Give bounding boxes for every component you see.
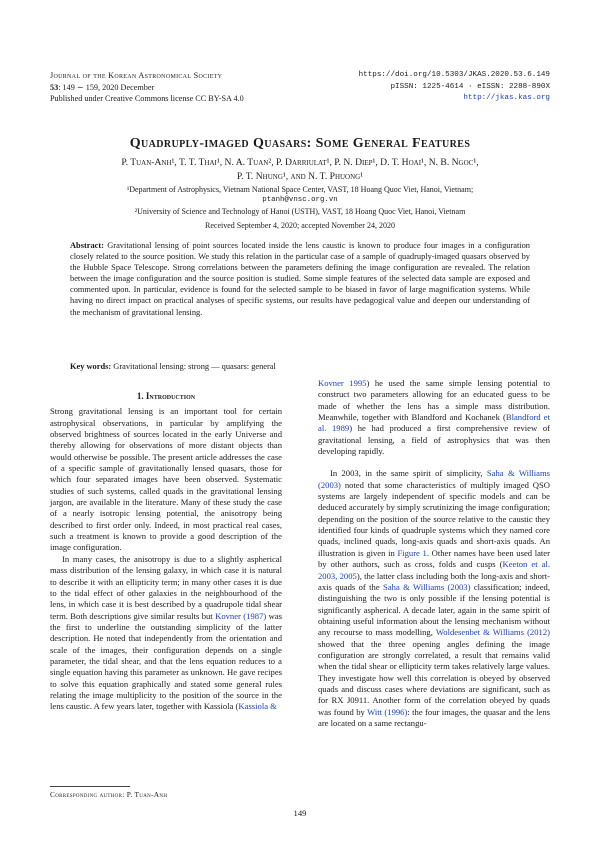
intro-paragraph-2-continued xyxy=(318,378,550,457)
author-email[interactable]: ptanh@vnsc.org.vn xyxy=(262,196,338,204)
text-span: noted that some characteristics of multiply imaged QSO systems are largely independent of specific models and can be deduced accurately by simply scrutinizing the image configuration; depending on the position of the source relative to the caustic they identified four kinds of quadruple systems which they named core quads, inclined quads, long-axis quads and short-axis quads. An illustration is given in xyxy=(318,479,550,558)
citation-saha-williams-2003-b[interactable]: Saha & Williams (2003) xyxy=(383,581,471,592)
journal-identifiers xyxy=(359,70,550,105)
intro-paragraph-3 xyxy=(318,468,550,729)
citation-blandford-1989[interactable]: Blandford et al. 1989 xyxy=(318,412,550,434)
text-span: : the four images, the quasar and the lens are located on a same rectangu- xyxy=(318,706,550,728)
keywords-text: Gravitational lensing: strong — quasars: general xyxy=(113,362,276,371)
paper-title: Quadruply-imaged Quasars: Some General Features xyxy=(129,136,471,151)
intro-paragraph-1: Strong gravitational lensing is an important tool for certain astrophysical observations, in particular by amplifying the observed brightness of sources located in the early Universe and thereby allowing for observations of more distant objects than would otherwise be possible. The present article addresses the case of a specific sample of gravitationally lensed quasars, those for which four separated images have been observed. Systematic studies of such systems, called quads in the gravitational lensing jargon, are available in the literature. Many of these study the case of a nearly isotropic lensing potential, the anisotropy being described to first order only. Indeed, in most practical real cases, such a treatment is known to provide a good description of the image configuration. xyxy=(50,406,282,553)
citation-keeton[interactable]: Keeton et al. 2003, 2005 xyxy=(318,559,551,581)
text-span: classification; indeed, distinguishing the two is only possible if the lensing potential is significantly aspherical. A decade later, again in the same spirit of obtaining useful information about the lensing mechanism without any recourse to mass modelling, xyxy=(318,581,550,638)
text-span: showed that the three opening angles defining the image configuration are strongly correlated, a result that remains valid when the tidal shear or ellipticity term takes relatively large values. They investigate how well this correlation is obeyed by observed quads and discuss cases where deviations are significant, such as for RX J0911. Another form of the correlation obeyed by quads was found by xyxy=(318,638,550,717)
figure-1-link[interactable]: Figure 1 xyxy=(397,547,427,558)
citation-witt-1996[interactable]: Witt (1996) xyxy=(367,706,408,717)
journal-name: Journal of the Korean Astronomical Society xyxy=(50,71,223,80)
text-span: ), the latter class including both the long-axis and short-axis quads of the xyxy=(318,570,551,592)
abstract-label: Abstract: xyxy=(70,241,104,250)
text-span: was the first to underline the outstanding simplicity of the latter description. He noted that independently from the orientation and scale of the images, their configuration depends on a single parameter, the tidal shear, and that the lens equation reduces to a single equation having this parameter as unknown. He gave recipes to solve this equation graphically and stated some general rules relating the image multiplicity to the position of the source in the lens caustic. A few years later, together with Kassiola ( xyxy=(50,610,282,712)
intro-paragraph-2 xyxy=(50,554,282,713)
keywords xyxy=(70,362,530,371)
text-span: . Other names have been used later by other authors, such as cross, folds and cusps ( xyxy=(318,547,550,570)
text-span: ) he used the same simple lensing potential to construct two parameters allowing for an educated guess to be made of whether the lens has a simple mass distribution. Meanwhile, together with Blandford and Kochanek ( xyxy=(318,378,550,423)
citation-kovner-1995[interactable]: Kovner 1995 xyxy=(318,378,367,388)
citation-kovner-1987[interactable]: Kovner (1987) xyxy=(215,610,267,621)
journal-header xyxy=(50,70,244,105)
citation-kassiola[interactable]: Kassiola & xyxy=(238,701,277,712)
left-column xyxy=(50,391,282,713)
text-span: In many cases, the anisotropy is due to a slightly aspherical mass distribution of the lensing galaxy, in which case it is natural to describe it with an ellipticity term; in many other cases it is due to the tidal effect of other galaxies in the neighbourhood of the lens, in which case it is best described by a quadrupole tidal shear term. Both descriptions give similar results but xyxy=(50,553,282,621)
right-column xyxy=(318,378,550,729)
author-list xyxy=(50,156,550,183)
text-span: ) he had produced a first comprehensive review of gravitational lensing, a field of astrophysics that was then developing rapidly. xyxy=(318,423,551,457)
text-span: In 2003, in the same spirit of simplicity, xyxy=(330,468,483,479)
license-line: Published under Creative Commons license CC BY-SA 4.0 xyxy=(50,94,244,103)
footnote-divider xyxy=(50,786,130,787)
received-dates: Received September 4, 2020; accepted November 24, 2020 xyxy=(205,221,395,230)
pages-date: : 149 ∼ 159, 2020 December xyxy=(58,82,155,92)
volume-line xyxy=(50,82,244,94)
citation-saha-williams-2003[interactable]: Saha & Williams (2003) xyxy=(318,468,550,490)
doi-link[interactable]: https://doi.org/10.5303/JKAS.2020.53.6.149 xyxy=(358,71,550,79)
abstract xyxy=(70,240,530,318)
authors-line-2: P. T. Nhung¹, and N. T. Phuong¹ xyxy=(236,170,364,182)
keywords-label: Key words: xyxy=(70,362,112,371)
page-number: 149 xyxy=(293,808,307,818)
corresponding-author-footnote: Corresponding author: P. Tuan-Anh xyxy=(50,790,168,799)
authors-line-1: P. Tuan-Anh¹, T. T. Thai¹, N. A. Tuan², P. Darriulat¹, P. N. Diep¹, D. T. Hoai¹, N. B. Ngoc¹, xyxy=(121,157,479,168)
affiliation-1: ¹Department of Astrophysics, Vietnam National Space Center, VAST, 18 Hoang Quoc Viet, Hanoi, Vietnam; xyxy=(126,185,474,194)
journal-url-link[interactable]: http://jkas.kas.org xyxy=(463,94,550,102)
affiliation-2: ²University of Science and Technology of Hanoi (USTH), VAST, 18 Hoang Quoc Viet, Hanoi, Vietnam xyxy=(134,207,466,216)
citation-woldesenbet-williams-2012[interactable]: Woldesenbet & Williams (2012) xyxy=(435,627,550,638)
volume-number: 53 xyxy=(50,82,59,92)
section-heading-introduction: 1. Introduction xyxy=(136,391,196,401)
abstract-text: Gravitational lensing of point sources located inside the lens caustic is known to produce four images in a configuration closely related to the source position. We study this relation in the particular case of a sample of quadruply-imaged quasars observed by the Hubble Space Telescope. Strong correlations between the parameters defining the image configuration are revealed. The relation between the image configuration and the source position is studied. Some simple features of the selected data sample are exposed and commented upon. In particular, evidence is found for the selected sample to be biased in favor of large magnification systems. While having no direct impact on practical analyses of specific systems, our results have pedagogical value and deepen our understanding of the mechanism of gravitational lensing. xyxy=(70,241,530,317)
issn-line: pISSN: 1225-4614 · eISSN: 2288-890X xyxy=(390,82,550,91)
